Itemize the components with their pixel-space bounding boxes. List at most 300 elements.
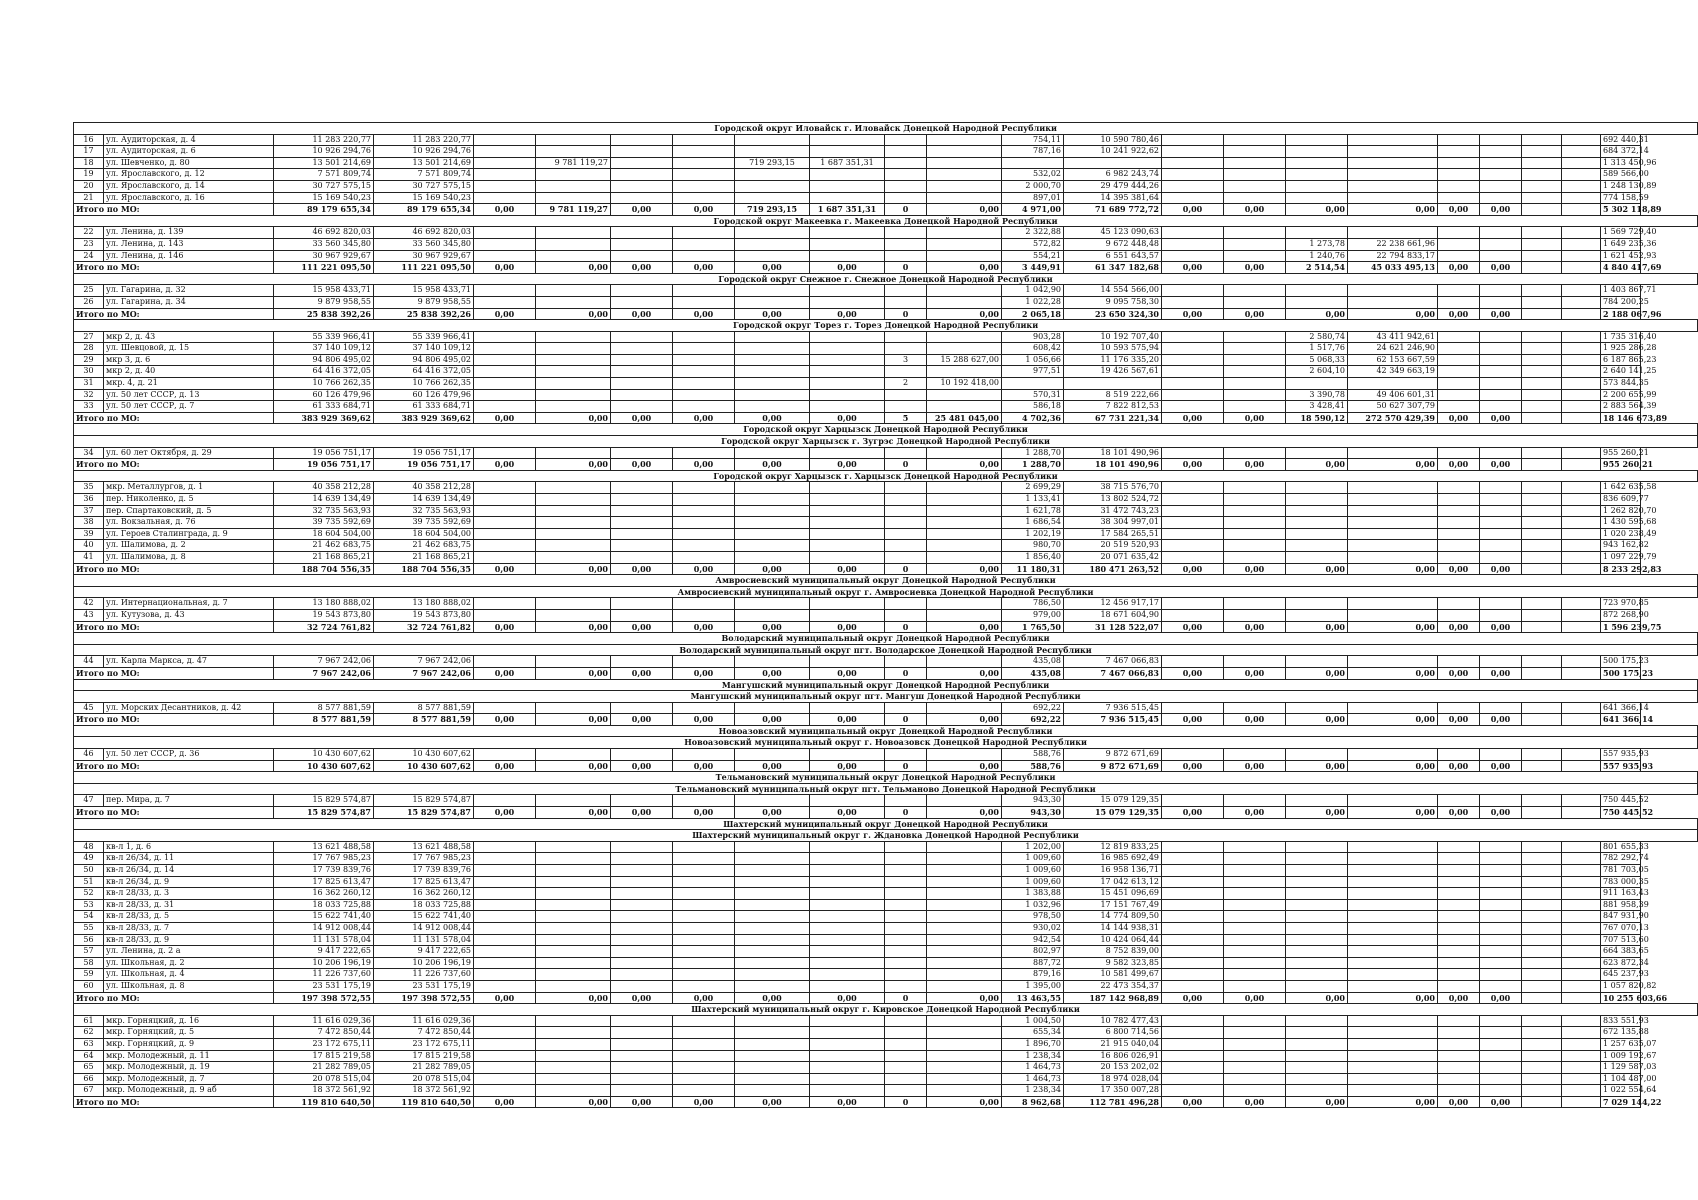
cell-f — [611, 957, 673, 969]
cell-j — [810, 1015, 885, 1027]
cell-k — [885, 331, 927, 343]
cell-j — [810, 180, 885, 192]
cell-m — [1162, 702, 1224, 714]
cell-l — [927, 656, 1002, 668]
cell-s — [1480, 1050, 1522, 1062]
table-row — [74, 946, 1698, 958]
row-number: 45 — [74, 702, 104, 714]
cell-g — [673, 865, 735, 877]
cell-s — [1480, 1085, 1522, 1097]
cell-t2 — [1562, 922, 1601, 934]
cell-s — [1480, 378, 1522, 390]
table-row — [74, 331, 1698, 343]
cell-p: 0,00 — [1286, 204, 1348, 216]
address-cell: ул. 50 лет СССР, д. 13 — [104, 389, 274, 401]
cell-q — [1348, 1050, 1438, 1062]
cell-a: 7 571 809,74 — [274, 169, 374, 181]
cell-ex: 9 872 671,69 — [1064, 749, 1162, 761]
cell-b: 32 735 563,93 — [374, 505, 474, 517]
cell-last: 1 313 450,96 — [1601, 157, 1641, 169]
cell-area: 1 395,00 — [1002, 980, 1064, 992]
cell-p — [1286, 865, 1348, 877]
cell-i: 719 293,15 — [735, 204, 810, 216]
cell-a: 7 472 850,44 — [274, 1027, 374, 1039]
cell-r — [1438, 517, 1480, 529]
cell-t2 — [1562, 401, 1601, 413]
cell-c — [474, 841, 536, 853]
cell-g — [673, 192, 735, 204]
cell-a: 11 131 578,04 — [274, 934, 374, 946]
cell-t1 — [1522, 1038, 1562, 1050]
cell-t2 — [1562, 563, 1601, 575]
cell-n2 — [1224, 517, 1286, 529]
cell-e — [536, 354, 611, 366]
cell-last: 1 430 595,68 — [1601, 517, 1641, 529]
table-row — [74, 922, 1698, 934]
cell-t1 — [1522, 528, 1562, 540]
cell-m: 0,00 — [1162, 1096, 1224, 1108]
cell-m — [1162, 1085, 1224, 1097]
cell-last: 767 070,13 — [1601, 922, 1641, 934]
table-row — [74, 957, 1698, 969]
table-row — [74, 899, 1698, 911]
cell-area: 887,72 — [1002, 957, 1064, 969]
cell-g — [673, 528, 735, 540]
cell-l — [927, 888, 1002, 900]
total-row — [74, 1096, 1698, 1108]
cell-g — [673, 157, 735, 169]
cell-e: 0,00 — [536, 262, 611, 274]
cell-i: 0,00 — [735, 308, 810, 320]
cell-area: 13 463,55 — [1002, 992, 1064, 1004]
cell-p: 18 590,12 — [1286, 412, 1348, 424]
address-cell: ул. Гагарина, д. 34 — [104, 296, 274, 308]
cell-g — [673, 331, 735, 343]
cell-g — [673, 1015, 735, 1027]
cell-l — [927, 876, 1002, 888]
cell-p — [1286, 192, 1348, 204]
cell-f — [611, 1027, 673, 1039]
cell-l — [927, 911, 1002, 923]
cell-g — [673, 934, 735, 946]
cell-f — [611, 238, 673, 250]
cell-b: 30 967 929,67 — [374, 250, 474, 262]
cell-l — [927, 702, 1002, 714]
table-row — [74, 401, 1698, 413]
cell-s — [1480, 238, 1522, 250]
cell-area: 4 971,00 — [1002, 204, 1064, 216]
section-title: Городской округ Харцызск г. Зугрэс Донецкой Народной Республики — [74, 436, 1698, 448]
cell-t2 — [1562, 714, 1601, 726]
cell-n2 — [1224, 980, 1286, 992]
cell-e — [536, 389, 611, 401]
cell-r — [1438, 551, 1480, 563]
cell-t2 — [1562, 702, 1601, 714]
cell-f — [611, 702, 673, 714]
cell-p: 1 517,76 — [1286, 343, 1348, 355]
cell-t2 — [1562, 169, 1601, 181]
cell-q — [1348, 517, 1438, 529]
cell-t1 — [1522, 482, 1562, 494]
row-number: 65 — [74, 1062, 104, 1074]
cell-g: 0,00 — [673, 667, 735, 679]
cell-m: 0,00 — [1162, 667, 1224, 679]
cell-k — [885, 551, 927, 563]
cell-l: 0,00 — [927, 459, 1002, 471]
cell-s: 0,00 — [1480, 563, 1522, 575]
cell-last: 641 366,14 — [1601, 702, 1641, 714]
cell-g — [673, 169, 735, 181]
cell-area: 2 000,70 — [1002, 180, 1064, 192]
cell-f: 0,00 — [611, 714, 673, 726]
cell-t2 — [1562, 204, 1601, 216]
cell-s — [1480, 609, 1522, 621]
cell-area: 979,00 — [1002, 609, 1064, 621]
cell-k — [885, 192, 927, 204]
cell-f — [611, 146, 673, 158]
cell-e — [536, 146, 611, 158]
cell-b: 10 430 607,62 — [374, 749, 474, 761]
cell-t2 — [1562, 911, 1601, 923]
address-cell: ул. Ленина, д. 143 — [104, 238, 274, 250]
cell-b: 21 168 865,21 — [374, 551, 474, 563]
address-cell: ул. Героев Сталинграда, д. 9 — [104, 528, 274, 540]
cell-c: 0,00 — [474, 621, 536, 633]
cell-e — [536, 980, 611, 992]
cell-l: 25 481 045,00 — [927, 412, 1002, 424]
cell-n2 — [1224, 1038, 1286, 1050]
cell-p: 2 514,54 — [1286, 262, 1348, 274]
cell-s — [1480, 841, 1522, 853]
cell-area: 1 133,41 — [1002, 494, 1064, 506]
cell-c — [474, 354, 536, 366]
cell-r — [1438, 401, 1480, 413]
cell-p — [1286, 285, 1348, 297]
cell-p — [1286, 494, 1348, 506]
cell-p — [1286, 853, 1348, 865]
cell-q — [1348, 285, 1438, 297]
cell-area: 570,31 — [1002, 389, 1064, 401]
cell-l: 0,00 — [927, 992, 1002, 1004]
cell-i — [735, 389, 810, 401]
cell-a: 119 810 640,50 — [274, 1096, 374, 1108]
cell-k: 0 — [885, 621, 927, 633]
cell-f — [611, 285, 673, 297]
cell-n2: 0,00 — [1224, 308, 1286, 320]
cell-n2 — [1224, 505, 1286, 517]
cell-e — [536, 1073, 611, 1085]
cell-m — [1162, 447, 1224, 459]
address-cell: ул. Гагарина, д. 32 — [104, 285, 274, 297]
cell-j: 0,00 — [810, 308, 885, 320]
cell-area: 1 464,73 — [1002, 1073, 1064, 1085]
cell-r — [1438, 969, 1480, 981]
row-number: 49 — [74, 853, 104, 865]
cell-area: 692,22 — [1002, 714, 1064, 726]
cell-k: 0 — [885, 1096, 927, 1108]
cell-a: 15 958 433,71 — [274, 285, 374, 297]
address-cell: мкр. 4, д. 21 — [104, 378, 274, 390]
cell-c — [474, 551, 536, 563]
cell-l — [927, 946, 1002, 958]
cell-ex: 18 671 604,90 — [1064, 609, 1162, 621]
cell-t2 — [1562, 957, 1601, 969]
cell-l — [927, 169, 1002, 181]
cell-s — [1480, 934, 1522, 946]
cell-r — [1438, 1027, 1480, 1039]
cell-t1 — [1522, 343, 1562, 355]
row-number: 35 — [74, 482, 104, 494]
cell-area: 1 383,88 — [1002, 888, 1064, 900]
cell-m — [1162, 517, 1224, 529]
section-header-row — [74, 772, 1698, 784]
section-title: Мангушский муниципальный округ Донецкой Народной Республики — [74, 679, 1698, 691]
cell-j — [810, 285, 885, 297]
cell-p — [1286, 1038, 1348, 1050]
cell-a: 9 879 958,55 — [274, 296, 374, 308]
cell-f — [611, 888, 673, 900]
cell-f — [611, 922, 673, 934]
cell-b: 10 766 262,35 — [374, 378, 474, 390]
cell-area: 1 042,90 — [1002, 285, 1064, 297]
cell-s — [1480, 528, 1522, 540]
cell-m — [1162, 980, 1224, 992]
cell-c — [474, 922, 536, 934]
cell-j — [810, 1038, 885, 1050]
cell-n2 — [1224, 969, 1286, 981]
cell-m — [1162, 1073, 1224, 1085]
cell-m — [1162, 296, 1224, 308]
cell-a: 20 078 515,04 — [274, 1073, 374, 1085]
cell-f: 0,00 — [611, 563, 673, 575]
cell-area: 1 004,50 — [1002, 1015, 1064, 1027]
address-cell: кв-л 26/34, д. 9 — [104, 876, 274, 888]
cell-t1 — [1522, 807, 1562, 819]
cell-i — [735, 934, 810, 946]
cell-ex: 10 581 499,67 — [1064, 969, 1162, 981]
cell-ex: 9 095 758,30 — [1064, 296, 1162, 308]
address-cell: ул. 60 лет Октября, д. 29 — [104, 447, 274, 459]
row-number: 17 — [74, 146, 104, 158]
cell-n2 — [1224, 1050, 1286, 1062]
section-header-row — [74, 818, 1698, 830]
cell-b: 7 967 242,06 — [374, 667, 474, 679]
cell-area: 588,76 — [1002, 760, 1064, 772]
cell-l: 0,00 — [927, 667, 1002, 679]
cell-p: 0,00 — [1286, 714, 1348, 726]
cell-i — [735, 969, 810, 981]
address-cell: мкр. Молодежный, д. 11 — [104, 1050, 274, 1062]
cell-last: 774 158,59 — [1601, 192, 1641, 204]
cell-c — [474, 598, 536, 610]
cell-n2 — [1224, 134, 1286, 146]
cell-j — [810, 911, 885, 923]
address-cell: мкр. Металлургов, д. 1 — [104, 482, 274, 494]
cell-n2 — [1224, 366, 1286, 378]
cell-q — [1348, 702, 1438, 714]
cell-n2 — [1224, 482, 1286, 494]
cell-e — [536, 540, 611, 552]
cell-t2 — [1562, 888, 1601, 900]
cell-t2 — [1562, 482, 1601, 494]
cell-q — [1348, 1062, 1438, 1074]
cell-c — [474, 169, 536, 181]
cell-g — [673, 296, 735, 308]
cell-q — [1348, 1038, 1438, 1050]
cell-last: 500 175,23 — [1601, 656, 1641, 668]
cell-i — [735, 957, 810, 969]
cell-ex: 7 822 812,53 — [1064, 401, 1162, 413]
cell-a: 18 604 504,00 — [274, 528, 374, 540]
address-cell: ул. Школьная, д. 8 — [104, 980, 274, 992]
table-row — [74, 1050, 1698, 1062]
cell-j — [810, 540, 885, 552]
cell-m — [1162, 482, 1224, 494]
address-cell: мкр 3, д. 6 — [104, 354, 274, 366]
cell-j — [810, 146, 885, 158]
housing-program-table — [73, 122, 1698, 1108]
row-number: 52 — [74, 888, 104, 900]
cell-s: 0,00 — [1480, 204, 1522, 216]
cell-c — [474, 899, 536, 911]
cell-e — [536, 795, 611, 807]
cell-s — [1480, 911, 1522, 923]
cell-a: 25 838 392,26 — [274, 308, 374, 320]
cell-j — [810, 528, 885, 540]
cell-c: 0,00 — [474, 204, 536, 216]
cell-l — [927, 1062, 1002, 1074]
cell-l: 0,00 — [927, 563, 1002, 575]
cell-r: 0,00 — [1438, 412, 1480, 424]
cell-k — [885, 482, 927, 494]
cell-area: 903,28 — [1002, 331, 1064, 343]
address-cell: ул. Вокзальная, д. 76 — [104, 517, 274, 529]
cell-k: 2 — [885, 378, 927, 390]
cell-k — [885, 888, 927, 900]
address-cell: кв-л 28/33, д. 7 — [104, 922, 274, 934]
cell-n2 — [1224, 528, 1286, 540]
cell-q: 272 570 429,39 — [1348, 412, 1438, 424]
cell-m — [1162, 609, 1224, 621]
cell-g: 0,00 — [673, 714, 735, 726]
cell-t1 — [1522, 308, 1562, 320]
address-cell: ул. 50 лет СССР, д. 36 — [104, 749, 274, 761]
cell-ex: 6 551 643,57 — [1064, 250, 1162, 262]
cell-f — [611, 911, 673, 923]
row-number: 23 — [74, 238, 104, 250]
cell-ex: 11 176 335,20 — [1064, 354, 1162, 366]
cell-k: 0 — [885, 807, 927, 819]
cell-b: 15 829 574,87 — [374, 807, 474, 819]
address-cell: мкр. Молодежный, д. 9 аб — [104, 1085, 274, 1097]
cell-m — [1162, 1038, 1224, 1050]
cell-t1 — [1522, 551, 1562, 563]
cell-k — [885, 865, 927, 877]
table-row — [74, 505, 1698, 517]
cell-c — [474, 296, 536, 308]
cell-r — [1438, 540, 1480, 552]
cell-l — [927, 157, 1002, 169]
cell-s — [1480, 540, 1522, 552]
cell-a: 15 829 574,87 — [274, 807, 374, 819]
cell-k — [885, 227, 927, 239]
cell-g: 0,00 — [673, 807, 735, 819]
cell-n2 — [1224, 250, 1286, 262]
cell-g: 0,00 — [673, 1096, 735, 1108]
cell-c — [474, 876, 536, 888]
cell-f — [611, 331, 673, 343]
table-row — [74, 157, 1698, 169]
cell-m: 0,00 — [1162, 621, 1224, 633]
cell-ex: 20 153 202,02 — [1064, 1062, 1162, 1074]
cell-f — [611, 378, 673, 390]
cell-p: 2 580,74 — [1286, 331, 1348, 343]
cell-b: 40 358 212,28 — [374, 482, 474, 494]
row-number: 16 — [74, 134, 104, 146]
cell-s — [1480, 899, 1522, 911]
cell-b: 14 912 008,44 — [374, 922, 474, 934]
cell-i — [735, 528, 810, 540]
cell-area: 692,22 — [1002, 702, 1064, 714]
cell-a: 188 704 556,35 — [274, 563, 374, 575]
cell-l — [927, 331, 1002, 343]
cell-q — [1348, 169, 1438, 181]
cell-ex: 67 731 221,34 — [1064, 412, 1162, 424]
cell-t2 — [1562, 331, 1601, 343]
cell-b: 16 362 260,12 — [374, 888, 474, 900]
cell-e — [536, 366, 611, 378]
cell-ex: 45 123 090,63 — [1064, 227, 1162, 239]
cell-q — [1348, 946, 1438, 958]
cell-c: 0,00 — [474, 262, 536, 274]
cell-b: 32 724 761,82 — [374, 621, 474, 633]
cell-j — [810, 980, 885, 992]
cell-b: 18 033 725,88 — [374, 899, 474, 911]
cell-c — [474, 227, 536, 239]
row-number: 26 — [74, 296, 104, 308]
section-title: Новоазовский муниципальный округ г. Новоазовск Донецкой Народной Республики — [74, 737, 1698, 749]
cell-n2: 0,00 — [1224, 1096, 1286, 1108]
table-row — [74, 749, 1698, 761]
cell-f: 0,00 — [611, 992, 673, 1004]
cell-k: 0 — [885, 992, 927, 1004]
cell-j — [810, 946, 885, 958]
cell-r — [1438, 192, 1480, 204]
cell-e — [536, 911, 611, 923]
cell-g — [673, 401, 735, 413]
cell-r: 0,00 — [1438, 667, 1480, 679]
cell-f: 0,00 — [611, 667, 673, 679]
cell-e — [536, 876, 611, 888]
cell-l — [927, 841, 1002, 853]
cell-area: 588,76 — [1002, 749, 1064, 761]
section-title: Володарский муниципальный округ пгт. Володарское Донецкой Народной Республики — [74, 644, 1698, 656]
cell-l — [927, 192, 1002, 204]
cell-k — [885, 1062, 927, 1074]
cell-ex: 29 479 444,26 — [1064, 180, 1162, 192]
cell-f — [611, 180, 673, 192]
cell-n2 — [1224, 354, 1286, 366]
cell-k: 0 — [885, 459, 927, 471]
cell-i — [735, 1085, 810, 1097]
cell-ex: 14 554 566,00 — [1064, 285, 1162, 297]
cell-e — [536, 1038, 611, 1050]
cell-s: 0,00 — [1480, 667, 1522, 679]
address-cell: ул. Ярославского, д. 16 — [104, 192, 274, 204]
cell-g — [673, 505, 735, 517]
cell-q — [1348, 876, 1438, 888]
cell-i — [735, 1073, 810, 1085]
